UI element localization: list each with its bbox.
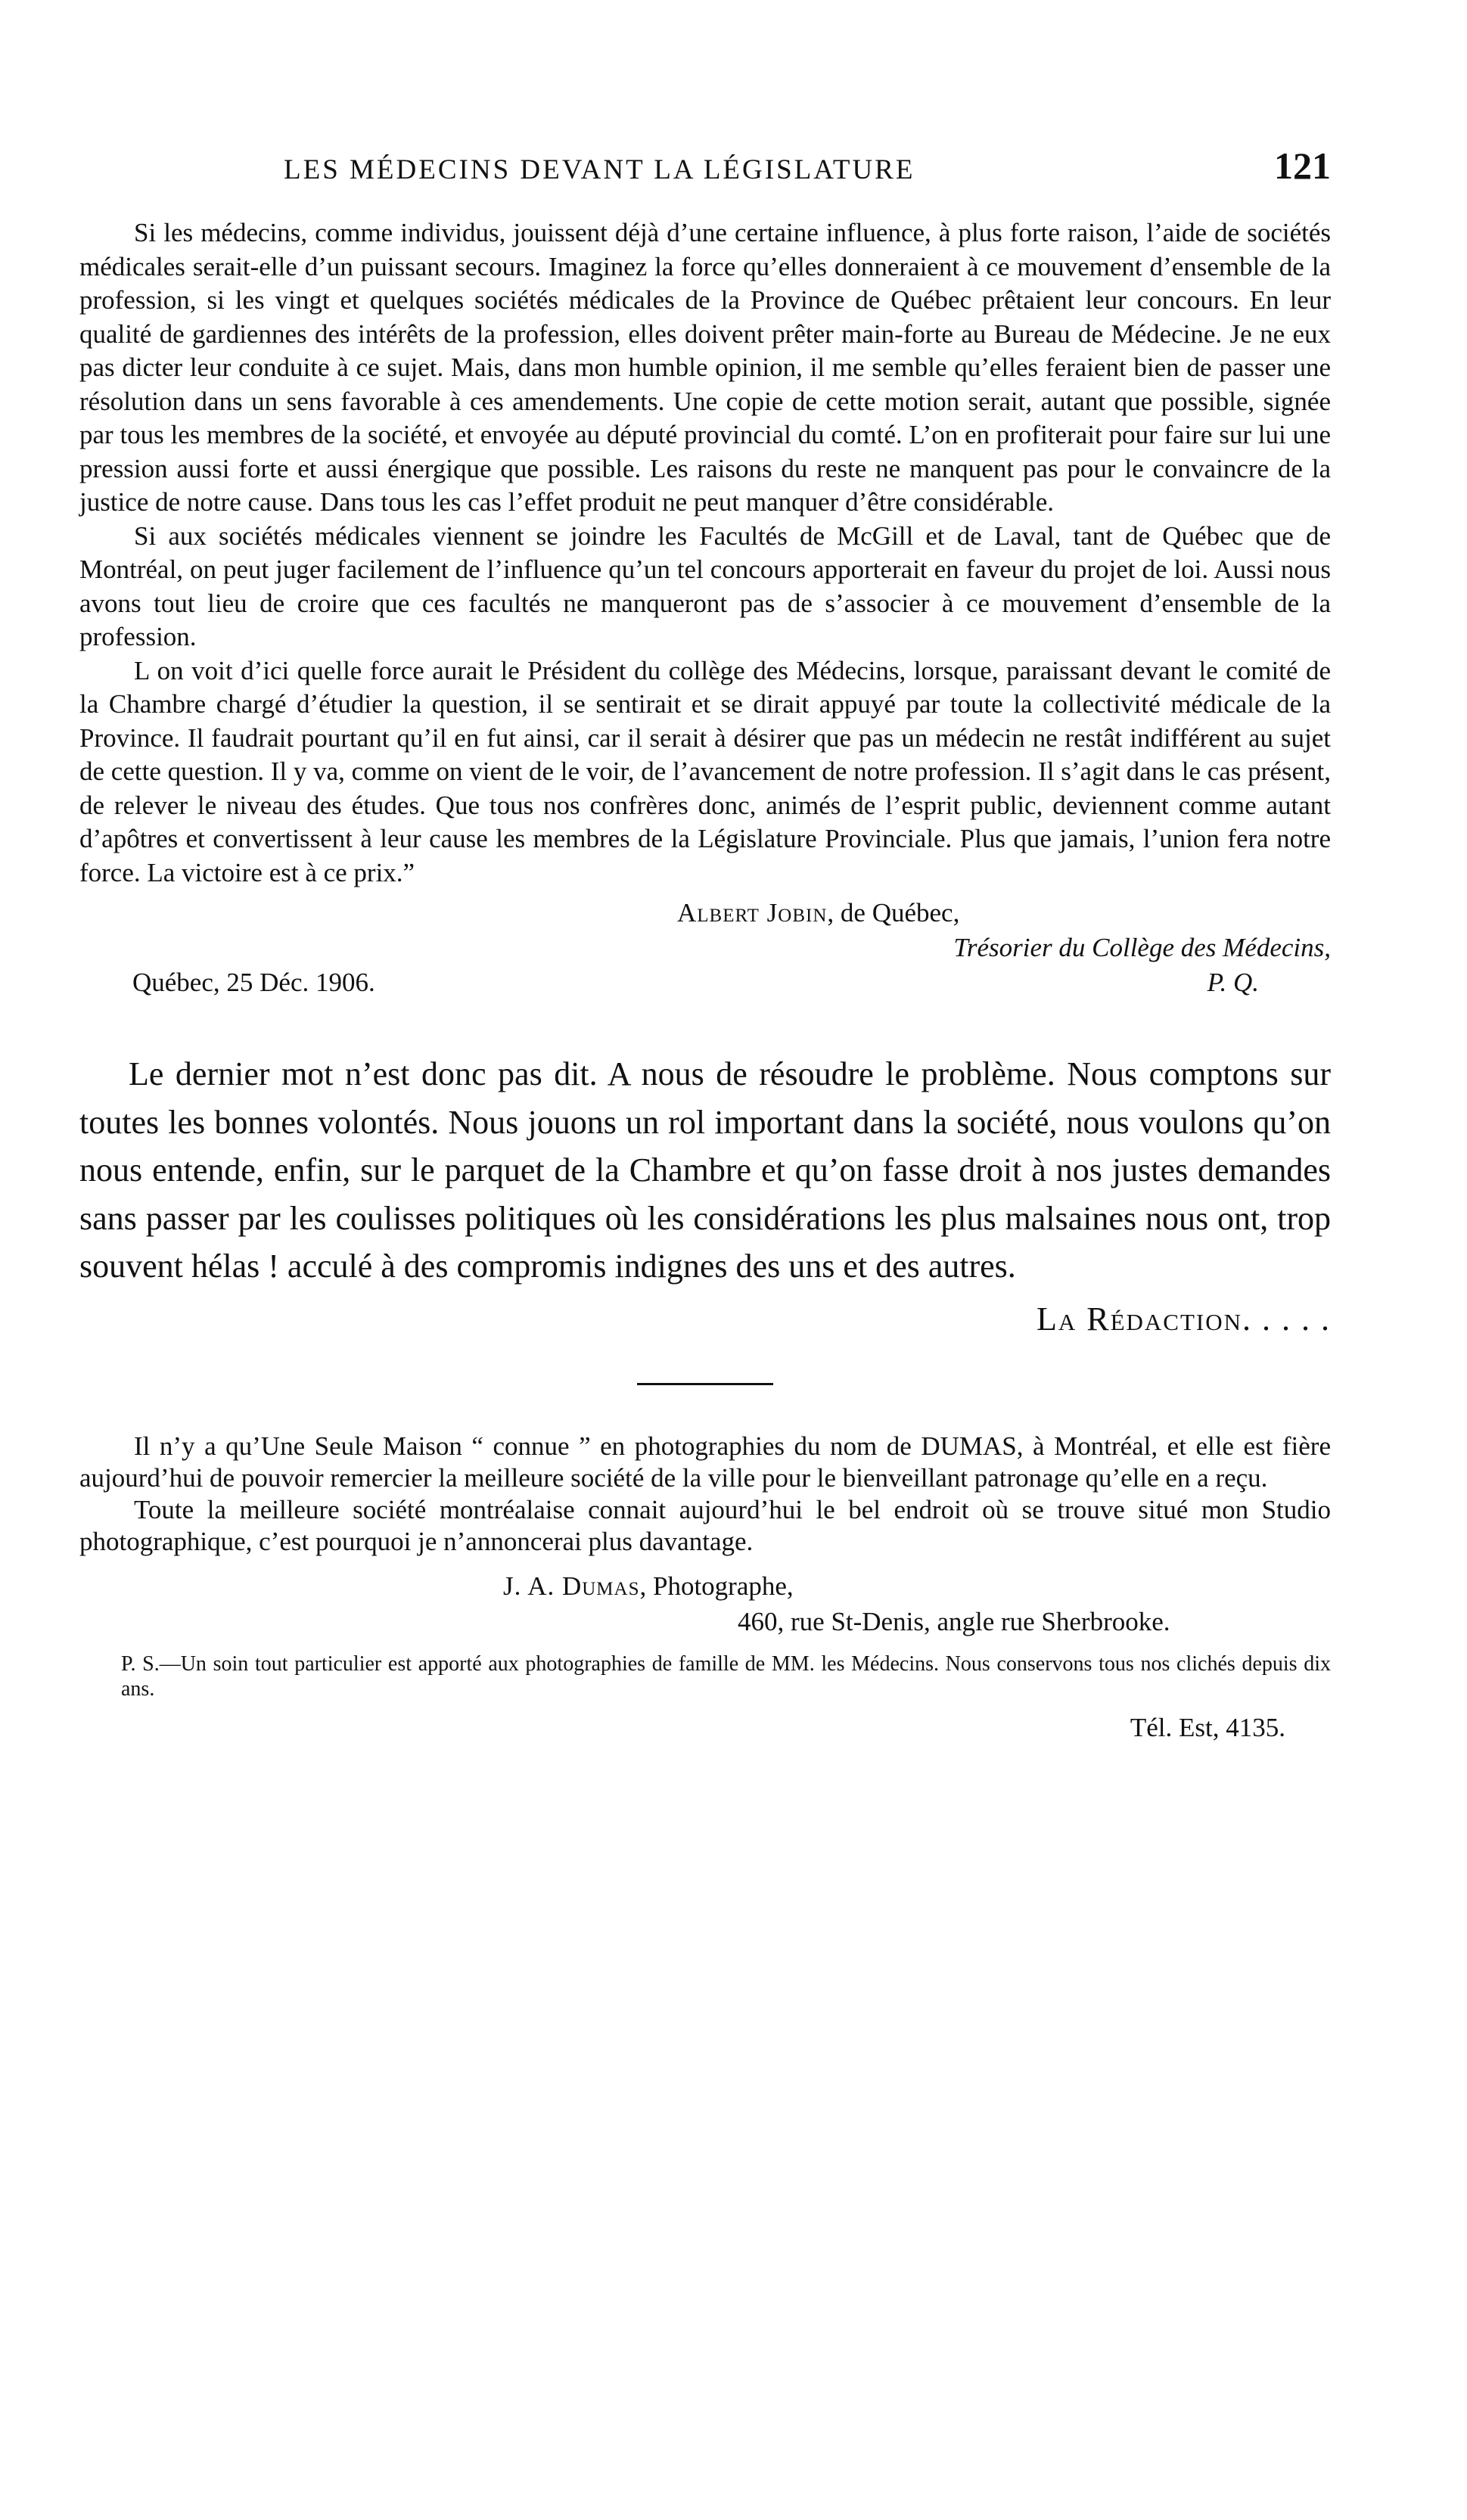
letter-paragraph-2: Si aux sociétés médicales viennent se joindre les Facultés de McGill et de Laval, tant de Québec que de Montréal, on peut juger facilement de l’influence qu’un tel concours apporterait en faveur du projet de loi. Aussi nous avons tout lieu de croire que ces facultés ne manqueront pas de s’associer à ce mouvement d’ensemble de la profession. [79, 520, 1331, 651]
letter-signature-place: , de Québec, [827, 898, 960, 928]
running-title: LES MÉDECINS DEVANT LA LÉGISLATURE [284, 154, 915, 185]
quoted-letter [79, 216, 1331, 1000]
letter-paragraph-1: Si les médecins, comme individus, jouissent déjà d’une certaine influence, à plus forte raison, l’aide de sociétés médicales serait-elle d’un puissant secours. Imaginez la force qu’elles donneraient à ce mouvement d’ensemble de la profession, si les vingt et quelques sociétés médicales de la Province de Québec prêtaient leur concours. En leur qualité de gardiennes des intérêts de la profession, elles doivent prêter main-forte au Bureau de Médecine. Je ne eux pas dicter leur conduite à ce sujet. Mais, dans mon humble opinion, il me semble qu’elles feraient bien de passer une résolution dans un sens favorable à ces amendements. Une copie de cette motion serait, autant que possible, signée par tous les membres de la société, et envoyée au député provincial du comté. L’on en profiterait pour faire sur lui une pression aussi forte et aussi énergique que possible. Les raisons du reste ne manquent pas pour le convaincre de la justice de notre cause. Dans tous les cas l’effet produit ne peut manquer d’être considérable. [79, 218, 1331, 517]
page-number: 121 [1274, 144, 1331, 187]
running-head [79, 144, 1331, 188]
editorial-paragraph: Le dernier mot n’est donc pas dit. A nous de résoudre le problème. Nous comptons sur toutes les bonnes volontés. Nous jouons un rol important dans la société, nous voulons qu’on nous entende, enfin, sur le parquet de la Chambre et qu’on fasse droit à nos justes demandes sans passer par les coulisses politiques où les considérations les plus malsaines nous ont, trop souvent hélas ! acculé à des compromis indignes des uns et des autres. [79, 1055, 1331, 1285]
editorial-note [79, 1050, 1331, 1344]
letter-signature-title: Trésorier du Collège des Médecins, [953, 933, 1331, 962]
ad-paragraph-2: Toute la meilleure société montréalaise connait aujourd’hui le bel endroit où se trouve situé mon Studio photographique, c’est pourquoi je n’annoncerai plus davantage. [79, 1494, 1331, 1556]
letter-province: P. Q. [1207, 968, 1259, 997]
ad-paragraph-1: Il n’y a qu’Une Seule Maison “ connue ” en photographies du nom de DUMAS, à Montréal, et elle est fière aujourd’hui de pouvoir remercier la meilleure société de la ville pour le bienveillant patronage qu’elle en a reçu. [79, 1431, 1331, 1493]
editorial-signature: La Rédaction. . . . . [1036, 1300, 1331, 1338]
ad-signature [79, 1568, 1331, 1639]
section-divider [637, 1383, 773, 1385]
letter-signature [79, 896, 1331, 1000]
letter-dateline [79, 965, 1331, 1000]
ad-telephone: Tél. Est, 4135. [1130, 1712, 1285, 1742]
letter-date: Québec, 25 Déc. 1906. [132, 968, 375, 997]
ad-address: 460, rue St-Denis, angle rue Sherbrooke. [738, 1606, 1170, 1636]
ad-signature-name: J. A. Dumas [503, 1571, 640, 1601]
ad-postscript: P. S.—Un soin tout particulier est apporté aux photographies de famille de MM. les Médecins. Nous conservons tous nos clichés depuis dix ans. [121, 1652, 1331, 1701]
ad-signature-line [79, 1568, 1331, 1604]
letter-signature-line [79, 896, 1331, 931]
letter-signature-name: Albert Jobin [677, 898, 828, 928]
dumas-advertisement [79, 1431, 1331, 1747]
letter-paragraph-3: L on voit d’ici quelle force aurait le Président du collège des Médecins, lorsque, paraissant devant le comité de la Chambre chargé d’étudier la question, il se sentirait et se dirait appuyé par toute la collectivité médicale de la Province. Il faudrait pourtant qu’il en fut ainsi, car il serait à désirer que pas un médecin ne restât indifférent au sujet de cette question. Il y va, comme on vient de le voir, de l’avancement de notre profession. Il s’agit dans le cas présent, de relever le niveau des études. Que tous nos confrères donc, animés de l’esprit public, deviennent comme autant d’apôtres et convertissent à leur cause les membres de la Législature Provinciale. Plus que jamais, l’union fera notre force. La victoire est à ce prix.” [79, 655, 1331, 887]
ad-signature-role: , Photographe, [639, 1571, 794, 1601]
